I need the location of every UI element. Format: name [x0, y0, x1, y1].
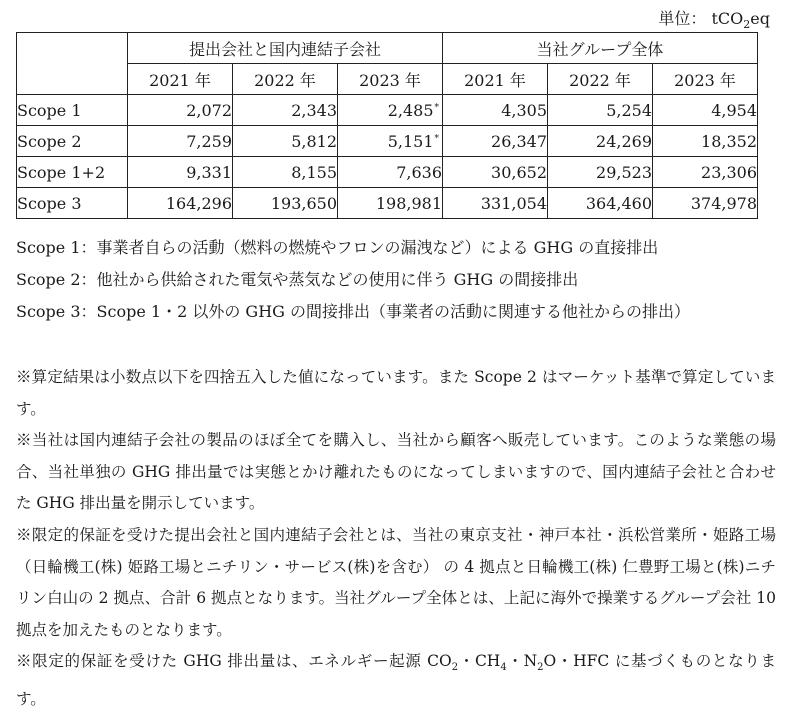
- table-cell: 193,650: [233, 188, 338, 219]
- table-cell: 30,652: [443, 157, 548, 188]
- table-cell: 2,343: [233, 95, 338, 126]
- note-rounding: ※算定結果は小数点以下を四捨五入した値になっています。また Scope 2 はマーケット基準で算定しています。: [16, 368, 776, 418]
- table-cell: 24,269: [548, 126, 653, 157]
- unit-caption: 単位：: [658, 9, 707, 28]
- table-cell: 4,954: [653, 95, 758, 126]
- scope-definitions: [16, 232, 786, 328]
- year-header: 2022 年: [548, 64, 653, 95]
- table-cell: 5,254: [548, 95, 653, 126]
- note-assured-gases: ※限定的保証を受けた GHG 排出量は、エネルギー起源 $CO_2$・$CH_4$・$N_2O$・HFC に基づくものとなります。: [16, 652, 776, 709]
- table-cell: 18,352: [653, 126, 758, 157]
- row-label: Scope 1+2: [17, 157, 128, 188]
- note-assurance-scope: ※限定的保証を受けた提出会社と国内連結子会社とは、当社の東京支社・神戸本社・浜松営業所・姫路工場（日輪機工(株) 姫路工場とニチリン・サービス(株)を含む） の 4 拠点と日輪機工(株) 仁豊野工場と(株)ニチリン白山の 2 拠点、合計 6 拠点となります。当社グループ全体とは、上記に海外で操業するグループ会社 10 拠点を加えたものとなります。: [16, 525, 776, 639]
- footnotes: [16, 362, 776, 716]
- table-cell: 23,306: [653, 157, 758, 188]
- table-year-header-row: [17, 64, 758, 95]
- table-cell: 331,054: [443, 188, 548, 219]
- table-row-scope1-2: [17, 157, 758, 188]
- assurance-mark: *: [434, 102, 439, 113]
- row-label: Scope 3: [17, 188, 128, 219]
- table-cell: 9,331: [128, 157, 233, 188]
- year-header: 2023 年: [338, 64, 443, 95]
- table-row-scope1: [17, 95, 758, 126]
- table-row-scope2: [17, 126, 758, 157]
- table-cell: 5,812: [233, 126, 338, 157]
- table-cell-assured: 2,485*: [338, 95, 443, 126]
- note-business-model: ※当社は国内連結子会社の製品のほぼ全てを購入し、当社から顧客へ販売しています。このような業態の場合、当社単独の GHG 排出量では実態とかけ離れたものになってしまいますので、国内連結子会社と合わせた GHG 排出量を開示しています。: [16, 431, 777, 513]
- table-cell: 164,296: [128, 188, 233, 219]
- year-header: 2023 年: [653, 64, 758, 95]
- unit-label: [658, 6, 770, 31]
- table-cell: 374,978: [653, 188, 758, 219]
- table-cell: 26,347: [443, 126, 548, 157]
- row-label: Scope 2: [17, 126, 128, 157]
- table-cell: 198,981: [338, 188, 443, 219]
- table-cell-assured: 5,151*: [338, 126, 443, 157]
- ghg-emissions-table: [16, 32, 758, 219]
- assurance-mark: *: [434, 133, 439, 144]
- table-cell: 364,460: [548, 188, 653, 219]
- group-header-domestic: 提出会社と国内連結子会社: [128, 33, 443, 64]
- table-cell: 8,155: [233, 157, 338, 188]
- table-cell: 2,072: [128, 95, 233, 126]
- definition-scope2: Scope 2：他社から供給された電気や蒸気などの使用に伴う GHG の間接排出: [16, 270, 579, 289]
- definition-scope3: Scope 3：Scope 1・2 以外の GHG の間接排出（事業者の活動に関連する他社からの排出）: [16, 302, 691, 321]
- year-header: 2021 年: [128, 64, 233, 95]
- year-header: 2021 年: [443, 64, 548, 95]
- table-group-header-row: [17, 33, 758, 64]
- table-cell: 7,259: [128, 126, 233, 157]
- unit-value: tCO$_2$eq: [711, 9, 770, 32]
- table-cell: 7,636: [338, 157, 443, 188]
- year-header: 2022 年: [233, 64, 338, 95]
- row-label: Scope 1: [17, 95, 128, 126]
- table-cell: 29,523: [548, 157, 653, 188]
- group-header-group-wide: 当社グループ全体: [443, 33, 758, 64]
- table-corner-cell: [17, 33, 128, 95]
- definition-scope1: Scope 1：事業者自らの活動（燃料の燃焼やフロンの漏洩など）による GHG の直接排出: [16, 238, 659, 257]
- table-cell: 4,305: [443, 95, 548, 126]
- table-row-scope3: [17, 188, 758, 219]
